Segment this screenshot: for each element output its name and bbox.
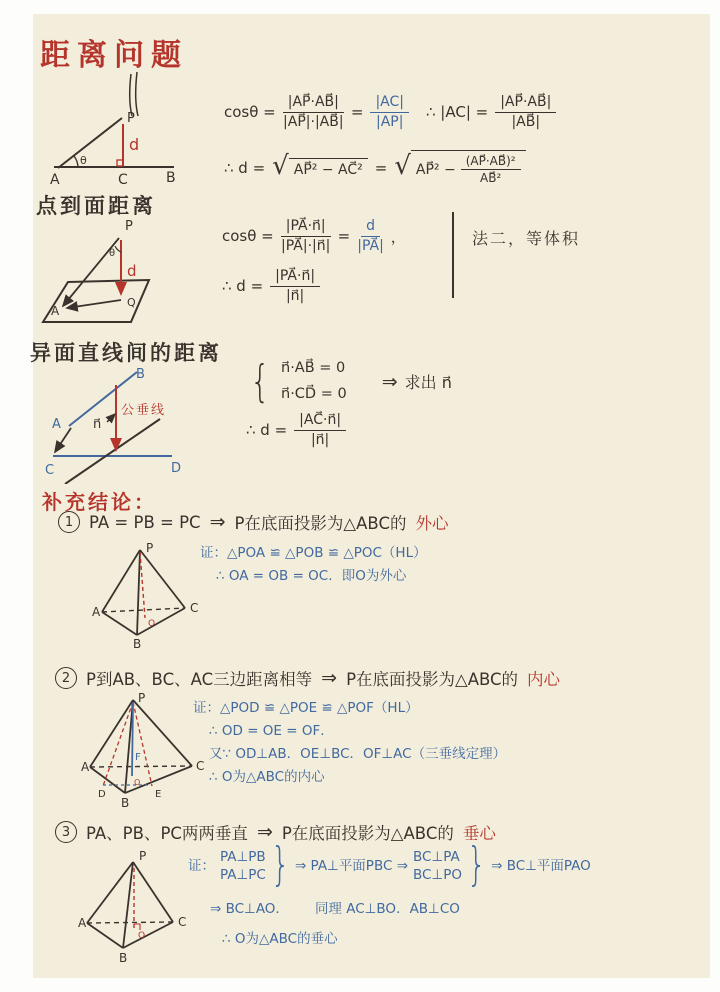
distance-d-label: d [129,135,140,154]
point-a-label: A [78,916,87,930]
cos-lhs: cosθ = [222,227,274,246]
point-d-label: D [98,789,106,800]
point-c-label: C [45,463,55,478]
frac-den: |AB⃗| [511,113,541,130]
proof-label: 证： [188,857,215,874]
distance-d-label: d [127,262,137,280]
point-q-label: Q [127,296,136,309]
point-a-label: A [52,417,61,432]
normal-vector-label: n⃗ [93,417,102,432]
formula-d-2 [222,268,320,305]
close-brace: } [467,839,487,892]
point-c-label: C [118,172,128,188]
d-lhs: ∴ d = [224,158,266,177]
conclusion-item-1 [58,510,448,534]
item1-proof [200,542,427,588]
d-lhs: ∴ d = [246,421,288,440]
point-a-label: A [50,172,60,188]
equals: = [350,103,364,122]
radicand: AP⃗² − AC⃗² [293,161,363,178]
frac-den-blue: |PA⃗| [357,237,384,254]
system-brace: { [250,355,270,407]
frac-num-blue: |AC| [370,94,409,113]
point-p-label: P [139,849,147,863]
point-f-label: F [135,752,141,763]
frac-den: |n⃗| [285,287,305,304]
section-heading-skew-lines: 异面直线间的距离 [30,341,222,365]
comma: ， [390,227,406,246]
item2-proof-line1: 证：△POD ≌ △POE ≌ △POF（HL） [193,700,419,716]
item2-proof-line4: ∴ O为△ABC的内心 [209,769,325,785]
item2-number: 2 [55,667,77,689]
method-divider [452,212,454,298]
radicand-pre: AP⃗² − [415,161,456,178]
equals: = [374,158,388,177]
frac-num: |AC⃗·n⃗| [294,412,346,431]
implies-arrow: ⇒ [321,667,338,689]
item3-proof-row2 [210,898,460,921]
implies-arrow: ⇒ [209,511,226,533]
frac-den: |n⃗| [310,431,330,448]
frac-num: |AP⃗·AB⃗| [283,94,344,113]
common-perpendicular-label: 公垂线 [121,403,167,418]
frac-den-blue: |AP| [375,113,404,130]
angle-arc [74,156,78,167]
item1-statement: PA = PB = PC [89,512,201,532]
method2-note: 法二，等体积 [472,229,581,248]
item3-line2b: 同理 AC⊥BO．AB⊥CO [314,901,460,917]
item2-conclusion: P在底面投影为△ABC的 [346,670,519,689]
plane-diagram [35,214,210,332]
frac-num-blue: d [361,218,380,237]
system-eq2: n⃗·CD⃗ = 0 [281,386,347,402]
item3-cond1b: PA⊥PC [220,867,266,883]
altitude-line [132,702,133,776]
close-brace: } [270,839,290,892]
sqrt-sign: √ [394,150,411,181]
item1-proof-line1: 证：△POA ≌ △POB ≌ △POC（HL） [200,545,427,561]
point-o-label: O [138,931,146,941]
frac-num: (AP⃗·AB⃗)² [461,154,521,170]
theta-label: θ [80,154,87,167]
item3-cond2a: BC⊥PA [413,849,460,865]
formula-d-3 [246,412,346,449]
point-p-label: P [127,111,135,126]
point-b-label: B [133,637,142,651]
item3-conclusion-highlight: 垂心 [462,824,496,843]
d-lhs: ∴ d = [222,277,264,296]
point-b-label: B [136,367,145,382]
point-p-label: P [138,691,146,705]
point-o-label: O [148,619,156,629]
frac-den: AB⃗² [480,171,502,186]
item1-proof-line2: ∴ OA = OB = OC．即O为外心 [216,568,407,584]
page-title: 距离问题 [40,38,188,73]
item1-conclusion: P在底面投影为△ABC的 [234,514,407,533]
frac-num: |PA⃗·n⃗| [270,268,320,287]
equals: = [337,227,351,246]
point-c-label: C [190,601,199,615]
theta-label: θ [109,248,116,259]
item3-proof-row3: ∴ O为△ABC的垂心 [222,931,338,947]
formula-costheta-1 [224,94,556,131]
section-heading-point-plane: 点到面距离 [36,194,156,218]
point-a-label: A [81,760,90,774]
pyramid-diagram-1 [80,540,215,652]
item3-conclusion: P在底面投影为△ABC的 [281,824,454,843]
point-d-label: D [171,461,182,476]
section-heading-conclusions: 补充结论： [42,490,157,514]
right-angle-mark [134,924,140,930]
point-p-label: P [146,541,154,555]
item1-conclusion-highlight: 外心 [415,514,449,533]
frac-den: |AP⃗|·|AB⃗| [283,113,344,130]
item2-conclusion-highlight: 内心 [527,670,561,689]
item1-number: 1 [58,511,80,533]
skew-line [65,419,160,484]
therefore-ac: ∴ |AC| = [425,103,489,122]
point-p-label: P [125,219,133,234]
item2-proof-line2: ∴ OD = OE = OF． [209,723,334,739]
item3-cond1a: PA⊥PB [220,849,266,865]
item2-statement: P到AB、BC、AC三边距离相等 [86,670,313,689]
frac-num: |PA⃗·n⃗| [281,218,331,237]
point-e-label: E [155,789,162,800]
sqrt-sign: √ [272,150,289,181]
pyramid-diagram-2 [68,690,208,812]
system-eq1: n⃗·AB⃗ = 0 [281,360,346,376]
item2-proof-line3: 又∵ OD⊥AB．OE⊥BC．OF⊥AC（三垂线定理） [209,746,507,762]
implies-arrow: ⇒ [381,370,398,393]
triangle-diagram [36,66,226,198]
frac-num: |AP⃗·AB⃗| [495,94,556,113]
point-b-label: B [119,951,128,965]
pyramid-diagram-3 [58,846,208,978]
point-c-label: C [196,759,205,773]
item3-number: 3 [55,821,77,843]
point-a-label: A [51,304,60,318]
skew-lines-diagram [25,356,240,484]
item2-proof [193,697,506,789]
point-c-label: C [178,915,187,929]
frac-den: |PA⃗|·|n⃗| [281,237,331,254]
item3-statement: PA、PB、PC两两垂直 [86,824,248,843]
point-a-label: A [92,605,101,619]
item3-line2a: ⇒ BC⊥AO． [210,901,289,917]
solve-n-note: 求出 n⃗ [404,373,452,392]
point-b-label: B [166,170,176,186]
conclusion-item-2 [55,666,560,690]
point-o-label: O [134,778,141,787]
formula-costheta-2 [222,218,406,255]
altitude-line [140,552,145,618]
normal-vector-system [246,355,452,407]
formula-d-1 [224,150,526,186]
cos-lhs: cosθ = [224,103,276,122]
implies-arrow: ⇒ [256,821,273,843]
item3-cond2b: BC⊥PO [413,867,462,883]
item3-implication2: ⇒ BC⊥平面PAO [491,857,591,874]
item3-implication1: ⇒ PA⊥平面PBC ⇒ [294,857,409,874]
point-b-label: B [121,796,130,810]
item3-proof-row1 [188,839,591,892]
